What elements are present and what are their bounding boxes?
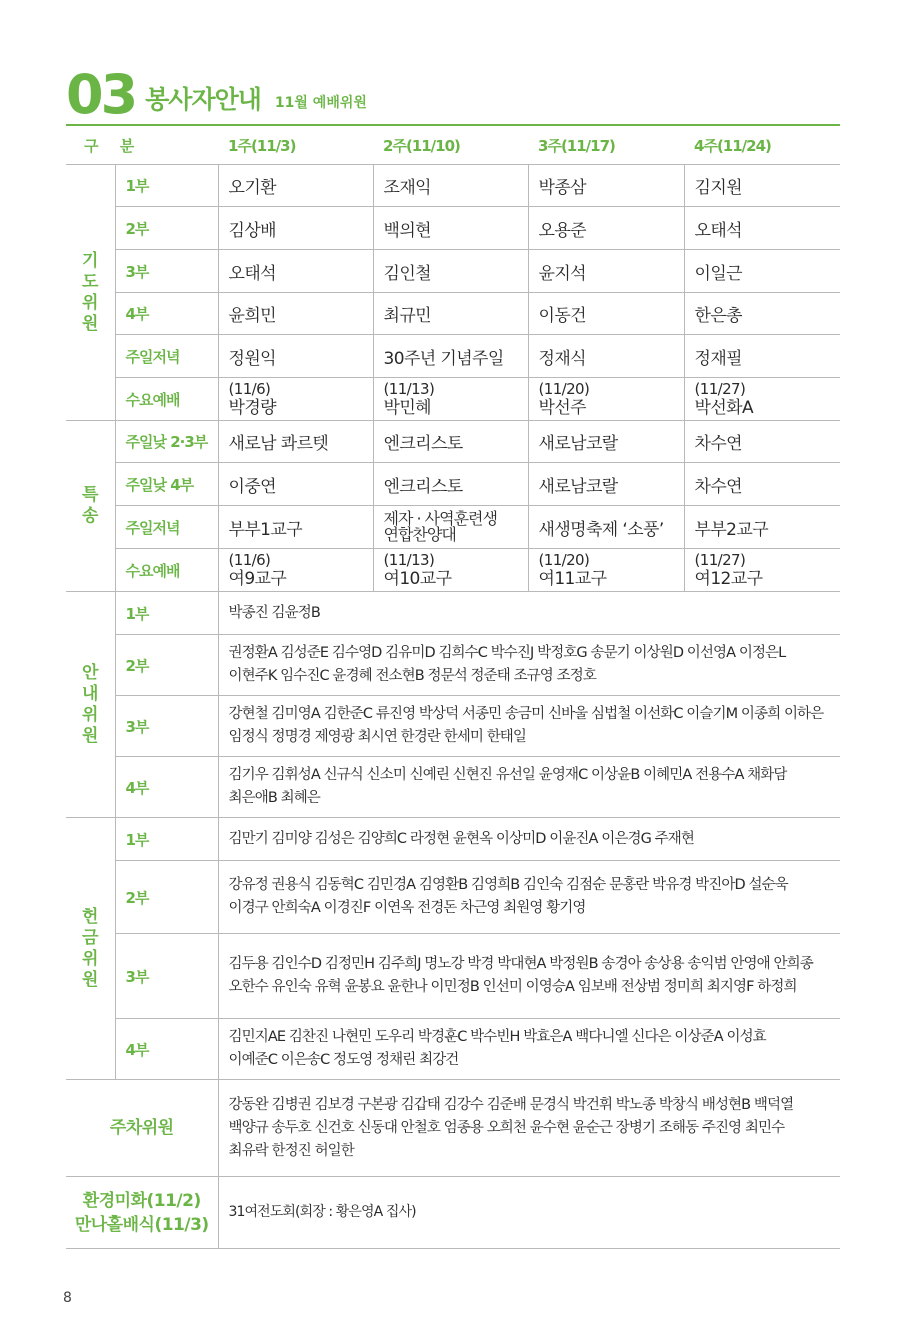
name-line: 김기우 김휘성A 신규식 신소미 신예린 신현진 유선일 윤영재C 이상윤B 이혜민A 전용수A 채화담: [228, 767, 787, 783]
table-cell: [684, 378, 840, 421]
name-line: 강유정 권용식 김동혁C 김민경A 김영환B 김영희B 김인숙 김점순 문홍란 박유경 박진아D 설순욱: [228, 877, 788, 893]
table-cell: 조재익: [373, 165, 528, 207]
table-cell: 오용준: [528, 207, 684, 250]
cell-date: (11/13): [383, 379, 435, 398]
section-subtitle: 11월 예배위원: [274, 95, 367, 111]
table-cell: 정재식: [528, 335, 684, 378]
table-row: [66, 818, 840, 861]
table-cell: 새생명축제 ‘소풍’: [528, 506, 684, 549]
row-label: 4부: [115, 1019, 218, 1080]
table-cell: 엔크리스토: [373, 421, 528, 463]
row-label: 주일저녁: [115, 335, 218, 378]
name-list: [218, 861, 840, 934]
cell-name: 박선주: [538, 397, 586, 418]
name-line: 이현주K 임수진C 윤경혜 전소현B 정문석 정준태 조규영 조정호: [228, 668, 596, 684]
row-label: 1부: [115, 818, 218, 861]
table-cell: 차수연: [684, 463, 840, 506]
table-row: [66, 1080, 840, 1177]
name-list: [218, 818, 840, 861]
table-cell: 이동건: [528, 293, 684, 335]
table-cell: [373, 506, 528, 549]
table-row: [66, 757, 840, 818]
table-row: [66, 934, 840, 1019]
table-row: [66, 207, 840, 250]
week-header: 4주(11/24): [684, 125, 840, 165]
cell-line: 연합찬양대: [383, 525, 456, 544]
table-cell: 이일근: [684, 250, 840, 293]
name-line: 백양규 송두호 신건호 신동대 안철호 엄종용 오희천 윤수현 윤순근 장병기 조해동 주진영 최민수: [228, 1119, 785, 1136]
env-label-1: 환경미화(11/2): [82, 1190, 201, 1211]
group-label-env: [66, 1177, 218, 1249]
group-label-parking: 주차위원: [66, 1080, 218, 1177]
row-label: 수요예배: [115, 549, 218, 592]
name-line: 최은애B 최혜은: [228, 790, 320, 806]
table-row: [66, 463, 840, 506]
table-cell: 차수연: [684, 421, 840, 463]
section-number: 03: [66, 63, 136, 126]
table-row: [66, 635, 840, 696]
table-cell: 정원익: [218, 335, 373, 378]
cell-date: (11/6): [228, 550, 271, 569]
table-cell: [528, 549, 684, 592]
table-cell: 오태석: [218, 250, 373, 293]
cell-name: 여10교구: [383, 568, 452, 589]
name-list: [218, 1019, 840, 1080]
table-cell: 이중연: [218, 463, 373, 506]
name-line: 박종진 김윤정B: [228, 604, 320, 621]
row-label: 3부: [115, 696, 218, 757]
cell-name: 박민혜: [383, 397, 431, 418]
name-list: [218, 934, 840, 1019]
table-cell: 윤지석: [528, 250, 684, 293]
table-cell: 한은총: [684, 293, 840, 335]
table-cell: 새로남코랄: [528, 421, 684, 463]
name-line: 김민지AE 김찬진 나현민 도우리 박경훈C 박수빈H 박효은A 백다니엘 신다은 이상준A 이성효: [228, 1029, 766, 1045]
table-row: [66, 293, 840, 335]
row-label: 3부: [115, 250, 218, 293]
table-row: [66, 250, 840, 293]
row-label: 수요예배: [115, 378, 218, 421]
section-header: [66, 62, 367, 126]
name-list: [218, 696, 840, 757]
cell-name: 박선화A: [694, 397, 754, 418]
row-label: 주일낮 2·3부: [115, 421, 218, 463]
row-label: 2부: [115, 635, 218, 696]
table-row: [66, 592, 840, 635]
name-line: 최유락 한정진 허일한: [228, 1142, 354, 1159]
table-cell: 김지원: [684, 165, 840, 207]
cell-name: 여11교구: [538, 568, 607, 589]
name-list: [218, 592, 840, 635]
table-row: [66, 549, 840, 592]
row-label: 2부: [115, 207, 218, 250]
row-label: 3부: [115, 934, 218, 1019]
page-number: 8: [63, 1290, 72, 1306]
cell-date: (11/20): [538, 379, 590, 398]
table-row: [66, 165, 840, 207]
table-cell: 오태석: [684, 207, 840, 250]
week-header: 2주(11/10): [373, 125, 528, 165]
table-row: [66, 378, 840, 421]
name-line: 이예준C 이은송C 정도영 정채린 최강건: [228, 1052, 459, 1068]
section-title: 봉사자안내: [145, 85, 261, 114]
table-row: [66, 506, 840, 549]
table-cell: [218, 549, 373, 592]
name-line: 김두용 김인수D 김정민H 김주희J 명노강 박경 박대현A 박정원B 송경아 송상용 송익범 안영애 안희종: [228, 956, 813, 972]
cell-date: (11/27): [694, 550, 746, 569]
row-label: 4부: [115, 757, 218, 818]
cell-date: (11/6): [228, 379, 271, 398]
env-value: 31여전도회(회장 : 황은영A 집사): [218, 1177, 840, 1249]
table-cell: 새로남코랄: [528, 463, 684, 506]
table-cell: 최규민: [373, 293, 528, 335]
table-cell: [684, 549, 840, 592]
table-cell: [528, 378, 684, 421]
table-cell: 백의현: [373, 207, 528, 250]
table-cell: 박종삼: [528, 165, 684, 207]
row-label: 4부: [115, 293, 218, 335]
cell-line: 제자 · 사역훈련생: [383, 509, 497, 528]
name-line: 김만기 김미양 김성은 김양희C 라정현 윤현옥 이상미D 이윤진A 이은경G 주재현: [228, 830, 694, 847]
table-row: [66, 335, 840, 378]
table-cell: [218, 378, 373, 421]
group-label-special: 특송: [66, 421, 115, 592]
table-cell: 새로남 콰르텟: [218, 421, 373, 463]
row-label: 주일낮 4부: [115, 463, 218, 506]
env-label-2: 만나홀배식(11/3): [74, 1214, 209, 1235]
table-cell: 김인철: [373, 250, 528, 293]
group-label-prayer: 기도위원: [66, 165, 115, 421]
table-row: [66, 1177, 840, 1249]
name-list: [218, 1080, 840, 1177]
cell-date: (11/27): [694, 379, 746, 398]
name-line: 권정환A 김성준E 김수영D 김유미D 김희수C 박수진J 박정호G 송문기 이상원D 이선영A 이정은L: [228, 645, 786, 661]
table-cell: [373, 549, 528, 592]
name-line: 강현철 김미영A 김한준C 류진영 박상덕 서종민 송금미 신바울 심법철 이선화C 이슬기M 이종희 이하은: [228, 706, 824, 722]
cell-name: 박경량: [228, 397, 276, 418]
table-cell: 정재필: [684, 335, 840, 378]
group-label-guide: 안내위원: [66, 592, 115, 818]
name-line: 이경구 안희숙A 이경진F 이연옥 전경돈 차근영 최원영 황기영: [228, 900, 586, 916]
name-list: [218, 635, 840, 696]
name-line: 임정식 정명경 제영광 최시연 한경란 한세미 한태일: [228, 729, 527, 745]
table-cell: 엔크리스토: [373, 463, 528, 506]
row-label: 1부: [115, 592, 218, 635]
cell-date: (11/13): [383, 550, 435, 569]
cell-name: 여9교구: [228, 568, 287, 589]
name-list: [218, 757, 840, 818]
table-row: [66, 421, 840, 463]
week-header: 1주(11/3): [218, 125, 373, 165]
table-cell: 부부1교구: [218, 506, 373, 549]
table-cell: 윤희민: [218, 293, 373, 335]
table-cell: 김상배: [218, 207, 373, 250]
row-label: 2부: [115, 861, 218, 934]
table-row: [66, 1019, 840, 1080]
table-row: [66, 861, 840, 934]
week-header: 3주(11/17): [528, 125, 684, 165]
cell-name: 여12교구: [694, 568, 763, 589]
table-row: [66, 696, 840, 757]
table-header-row: [66, 125, 840, 165]
row-label: 주일저녁: [115, 506, 218, 549]
row-label: 1부: [115, 165, 218, 207]
table-cell: 30주년 기념주일: [373, 335, 528, 378]
group-label-offering: 헌금위원: [66, 818, 115, 1080]
table-cell: [373, 378, 528, 421]
corner-header: 구 분: [66, 125, 218, 165]
name-line: 오한수 유인숙 유혁 윤봉요 윤한나 이민정B 인선미 이영승A 임보배 전상범 정미희 최지영F 하정희: [228, 979, 797, 995]
name-line: 강동완 김병권 김보경 구본광 김갑태 김강수 김준배 문경식 박건휘 박노종 박창식 배성현B 백덕열: [228, 1096, 794, 1113]
table-cell: 부부2교구: [684, 506, 840, 549]
volunteer-table: [66, 124, 840, 1249]
cell-date: (11/20): [538, 550, 590, 569]
table-cell: 오기환: [218, 165, 373, 207]
